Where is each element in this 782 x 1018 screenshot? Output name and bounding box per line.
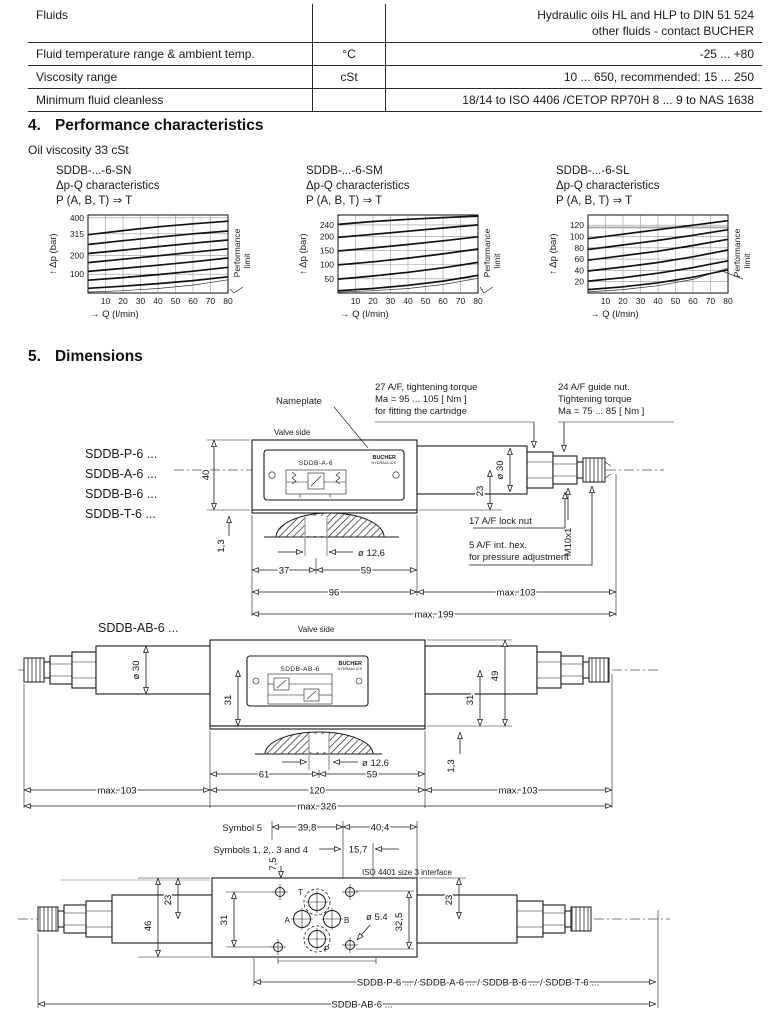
x-tick-label: 70 xyxy=(205,296,216,306)
x-axis-label: → Q (l/min) xyxy=(340,309,389,320)
y-tick-label: 100 xyxy=(569,231,584,242)
dim-49: 49 xyxy=(490,670,501,682)
x-tick-label: 50 xyxy=(170,296,181,306)
performance-limit-label: limit xyxy=(742,253,752,269)
range-double-cartridge: SDDB-AB-6 ... xyxy=(331,999,393,1011)
dim-37: 37 xyxy=(278,565,290,577)
y-tick-label: 120 xyxy=(569,220,584,231)
dim-max-103-left: max. 103 xyxy=(97,785,137,797)
brand-logo: BUCHER xyxy=(372,455,396,461)
nameplate xyxy=(264,450,404,500)
int-hex-note: 5 A/F int. hex. xyxy=(469,540,528,551)
dim-23-left: 23 xyxy=(163,894,174,906)
x-tick-label: 50 xyxy=(420,296,431,306)
y-tick-label: 240 xyxy=(319,219,334,230)
x-tick-label: 10 xyxy=(350,296,361,306)
dim-max-326: max. 326 xyxy=(297,801,337,813)
dimension-drawing-double xyxy=(10,614,770,814)
y-tick-label: 100 xyxy=(319,259,334,270)
torque-note-27af: 27 A/F, tightening torque xyxy=(375,382,478,393)
valve-side-label: Valve side xyxy=(298,625,335,634)
dim-40: 40 xyxy=(201,469,212,481)
model-label: SDDB-P-6 ... xyxy=(85,447,158,461)
chart-flow-path: P (A, B, T) ⇒ T xyxy=(56,195,133,207)
dim-59: 59 xyxy=(360,565,372,577)
spec-unit xyxy=(313,4,386,43)
chart-model: SDDB-...-6-SM xyxy=(306,165,383,177)
x-tick-label: 20 xyxy=(368,296,378,306)
table-row xyxy=(28,43,762,66)
x-axis-label: → Q (l/min) xyxy=(590,309,639,320)
torque-note-24af: 24 A/F guide nut. xyxy=(558,382,630,393)
plate-model-text: SDDB-AB-6 xyxy=(280,666,320,673)
y-tick-label: 200 xyxy=(319,231,334,242)
chart-svg xyxy=(544,209,782,323)
performance-limit-label: Performance xyxy=(732,228,742,278)
dim-23-right: 23 xyxy=(444,894,455,906)
chart-sddb-sl xyxy=(544,164,782,328)
x-tick-label: 40 xyxy=(153,296,163,306)
x-tick-label: 80 xyxy=(223,296,233,306)
performance-limit-label: limit xyxy=(242,253,252,269)
lock-nut-17af xyxy=(577,462,583,478)
oil-viscosity-note: Oil viscosity 33 cSt xyxy=(28,143,129,157)
torque-note-27af: Ma = 95 ... 105 [ Nm ] xyxy=(375,394,467,405)
performance-limit-leader xyxy=(230,287,243,293)
fluid-spec-table xyxy=(28,4,762,112)
model-list xyxy=(85,447,157,521)
brand-logo-sub: HYDRAULICS xyxy=(337,667,362,671)
dim-1-3: 1,3 xyxy=(216,539,227,553)
x-tick-label: 30 xyxy=(135,296,146,306)
dim-7-5: 7,5 xyxy=(268,857,279,871)
chart-subtitle: Δp-Q characteristics xyxy=(56,180,160,192)
dim-dia-5-4: ø 5.4 xyxy=(366,912,388,923)
symbol-5-label: Symbol 5 xyxy=(222,823,262,834)
spec-unit xyxy=(313,89,386,112)
spec-label: Fluids xyxy=(28,4,313,43)
dim-39-8: 39,8 xyxy=(297,822,317,834)
adjustment-screw xyxy=(583,458,605,482)
dimension-drawing-single xyxy=(24,374,758,620)
chart-subtitle: Δp-Q characteristics xyxy=(556,180,660,192)
brand-logo: BUCHER xyxy=(338,661,362,667)
spec-value-line: other fluids - contact BUCHER xyxy=(591,24,754,38)
y-tick-label: 315 xyxy=(69,228,84,239)
model-label: SDDB-T-6 ... xyxy=(85,507,156,521)
y-tick-label: 200 xyxy=(69,250,84,261)
nameplate xyxy=(247,656,368,706)
x-tick-label: 20 xyxy=(118,296,128,306)
dim-dia-12-6: ø 12,6 xyxy=(362,758,389,769)
dim-1-3: 1,3 xyxy=(446,759,457,773)
y-tick-label: 60 xyxy=(574,254,584,265)
x-tick-label: 60 xyxy=(188,296,198,306)
dim-31-left: 31 xyxy=(223,694,234,706)
left-cartridge xyxy=(24,646,210,694)
dim-120: 120 xyxy=(309,785,325,797)
x-axis-label: → Q (l/min) xyxy=(90,309,139,320)
y-tick-label: 20 xyxy=(574,276,584,287)
y-tick-label: 40 xyxy=(574,265,584,276)
spec-value-line: Hydraulic oils HL and HLP to DIN 51 524 xyxy=(537,8,754,22)
x-tick-label: 40 xyxy=(403,296,413,306)
model-label: SDDB-A-6 ... xyxy=(85,467,158,481)
model-label: SDDB-AB-6 ... xyxy=(98,621,179,635)
y-tick-label: 150 xyxy=(319,245,334,256)
dim-46: 46 xyxy=(143,920,154,932)
thread-label-m10x1: M10x1 xyxy=(563,527,574,557)
spec-label: Minimum fluid cleanless xyxy=(28,89,313,112)
plot-area xyxy=(570,215,733,306)
dim-max-199: max. 199 xyxy=(414,609,454,620)
table-row xyxy=(28,66,762,89)
torque-note-24af: Tightening torque xyxy=(558,394,632,405)
x-tick-label: 50 xyxy=(670,296,681,306)
dim-31: 31 xyxy=(219,914,230,926)
chart-flow-path: P (A, B, T) ⇒ T xyxy=(306,195,383,207)
spec-label: Fluid temperature range & ambient temp. xyxy=(28,43,313,66)
chart-svg xyxy=(294,209,546,323)
y-tick-label: 400 xyxy=(69,212,84,223)
performance-limit-label: limit xyxy=(492,253,502,269)
dim-32-5: 32,5 xyxy=(394,912,405,932)
dim-40-4: 40,4 xyxy=(370,822,390,834)
dim-max-103-right: max. 103 xyxy=(498,785,538,797)
section-number: 4. xyxy=(28,117,41,134)
x-tick-label: 10 xyxy=(100,296,111,306)
hex-27af xyxy=(527,452,553,488)
valve-side-label: Valve side xyxy=(274,428,311,437)
section-title: Performance characteristics xyxy=(54,117,264,134)
section-4-heading xyxy=(28,117,263,135)
y-tick-label: 80 xyxy=(574,242,584,253)
dim-dia-30: ø 30 xyxy=(495,460,506,480)
right-cartridge xyxy=(425,646,609,694)
left-cartridge xyxy=(38,895,212,943)
chart-model: SDDB-...-6-SN xyxy=(56,165,132,177)
dimension-drawing-interface xyxy=(10,818,770,1018)
x-tick-label: 70 xyxy=(455,296,466,306)
chart-subtitle: Δp-Q characteristics xyxy=(306,180,410,192)
table-row xyxy=(28,4,762,43)
table-row xyxy=(28,89,762,112)
range-single-cartridge: SDDB-P-6 ... / SDDB-A-6 ... / SDDB-B-6 ... / SDDB-T-6 ... xyxy=(356,977,600,989)
spec-unit: °C xyxy=(313,43,386,66)
brand-logo-sub: HYDRAULICS xyxy=(371,461,396,465)
y-axis-label: ↑ Δp (bar) xyxy=(48,233,59,275)
section-number: 5. xyxy=(28,348,41,365)
port-label-a: A xyxy=(284,916,290,925)
spec-value: 10 ... 650, recommended: 15 ... 250 xyxy=(386,66,763,89)
dim-31-right: 31 xyxy=(465,694,476,706)
section-5-heading xyxy=(28,348,143,366)
dim-15-7: 15,7 xyxy=(348,844,368,856)
x-tick-label: 70 xyxy=(705,296,716,306)
dim-59: 59 xyxy=(366,769,378,781)
x-tick-label: 20 xyxy=(618,296,628,306)
chart-sddb-sm xyxy=(294,164,546,328)
iso-interface-label: ISO 4401 size 3 interface xyxy=(362,868,452,877)
lock-nut-note: 17 A/F lock nut xyxy=(469,516,532,527)
x-tick-label: 30 xyxy=(635,296,646,306)
torque-note-24af: Ma = 75 ... 85 [ Nm ] xyxy=(558,406,645,417)
dim-61: 61 xyxy=(258,769,270,781)
port-label-t: T xyxy=(298,888,303,897)
plot-area xyxy=(320,215,483,306)
spec-value: -25 ... +80 xyxy=(386,43,763,66)
spec-unit: cSt xyxy=(313,66,386,89)
port-label-p: P xyxy=(324,945,330,954)
chart-sddb-sn xyxy=(44,164,296,328)
port-label-b: B xyxy=(344,916,350,925)
torque-note-27af: for fitting the cartridge xyxy=(375,406,467,417)
x-tick-label: 10 xyxy=(600,296,611,306)
dim-dia-30: ø 30 xyxy=(131,660,142,680)
spec-value xyxy=(386,4,763,43)
x-tick-label: 80 xyxy=(723,296,733,306)
dim-23: 23 xyxy=(475,485,486,497)
chart-model: SDDB-...-6-SL xyxy=(556,165,630,177)
plate-model-text: SDDB-A-6 xyxy=(298,460,334,467)
model-label: SDDB-B-6 ... xyxy=(85,487,158,501)
guide-nut-24af xyxy=(553,456,577,484)
dim-max-103: max. 103 xyxy=(496,587,536,599)
chart-svg xyxy=(44,209,296,323)
mounting-boss xyxy=(276,513,384,537)
dim-dia-12-6: ø 12,6 xyxy=(358,548,385,559)
x-tick-label: 60 xyxy=(688,296,698,306)
y-axis-label: ↑ Δp (bar) xyxy=(548,233,559,275)
y-tick-label: 100 xyxy=(69,269,84,280)
x-tick-label: 30 xyxy=(385,296,396,306)
y-axis-label: ↑ Δp (bar) xyxy=(298,233,309,275)
x-tick-label: 40 xyxy=(653,296,663,306)
dim-96: 96 xyxy=(328,587,340,599)
plot-area xyxy=(70,213,233,306)
int-hex-note: for pressure adjustment xyxy=(469,552,569,563)
nameplate-callout: Nameplate xyxy=(276,396,322,407)
spec-label: Viscosity range xyxy=(28,66,313,89)
x-tick-label: 60 xyxy=(438,296,448,306)
x-tick-label: 80 xyxy=(473,296,483,306)
section-title: Dimensions xyxy=(54,348,143,365)
performance-limit-label: Performance xyxy=(482,228,492,278)
spec-value: 18/14 to ISO 4406 /CETOP RP70H 8 ... 9 to NAS 1638 xyxy=(386,89,763,112)
performance-limit-leader xyxy=(480,287,493,293)
y-tick-label: 50 xyxy=(324,273,334,284)
performance-limit-label: Performance xyxy=(232,228,242,278)
chart-flow-path: P (A, B, T) ⇒ T xyxy=(556,195,633,207)
symbols-1234-label: Symbols 1, 2,. 3 and 4 xyxy=(213,845,308,856)
cartridge xyxy=(417,446,611,494)
